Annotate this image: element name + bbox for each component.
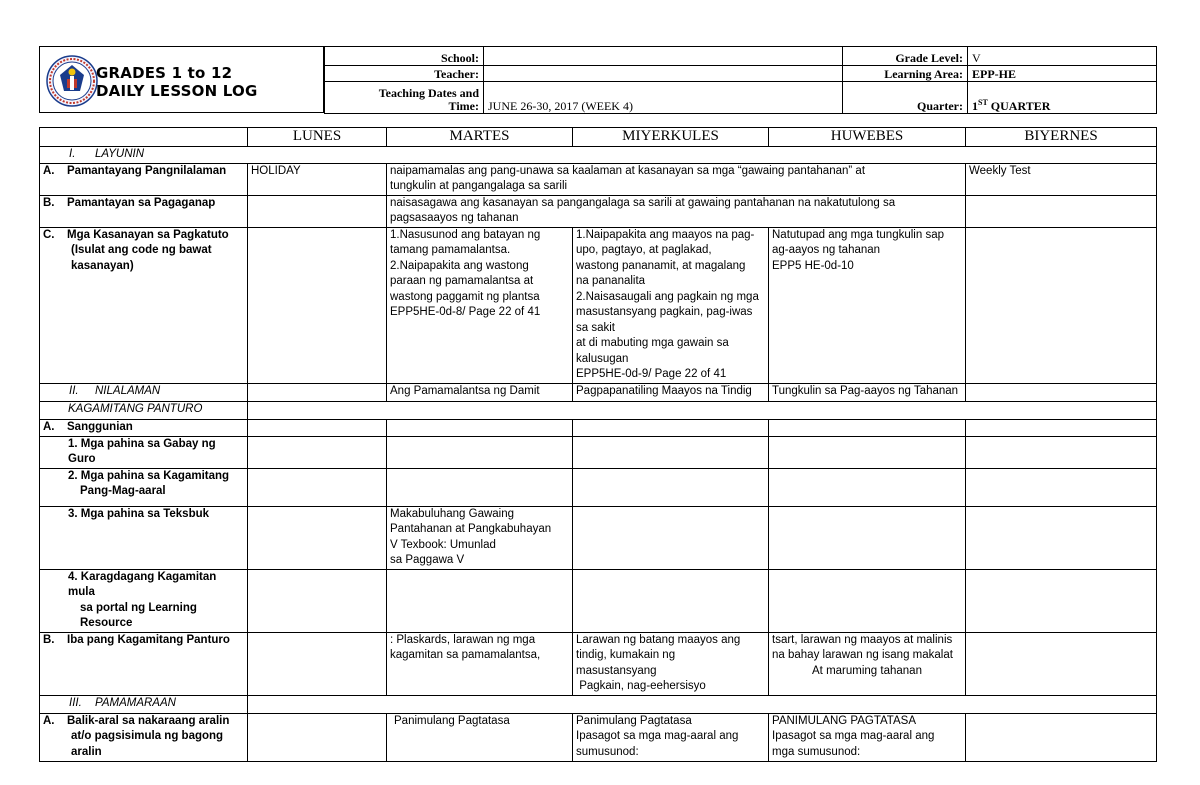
cell-martes-kasanayan[interactable]: 1.Nasusunod ang batayan ng tamang pamamalantsa. 2.Naipapakita ang wastong paraan ng pamamalantsa at wastong paggamit ng plantsa EPP5HE-0d-8/ Page 22 of 41	[387, 227, 573, 383]
teacher-label: Teacher:	[325, 66, 484, 82]
cell-merged-pamantayan-sa-pagaganap[interactable]: naisasagawa ang kasanayan sa pangangalaga sa sarili at gawaing pantahanan na nakatutulong sa pagsasaayos ng tahanan	[387, 195, 966, 227]
day-header-row	[40, 128, 1157, 147]
cell-lunes[interactable]	[248, 569, 387, 632]
header-title-box	[39, 46, 324, 113]
cell-huwebes-iba-pa[interactable]: tsart, larawan ng maayos at malinis na bahay larawan ng isang makalat At maruming tahanan	[769, 632, 966, 695]
row-label-kagamitang-pang-mag-aaral: 2. Mga pahina sa Kagamitang Pang-Mag-aaral	[40, 468, 248, 506]
table-row	[40, 695, 1157, 713]
cell-miyerkules-iba-pa[interactable]: Larawan ng batang maayos ang tindig, kumakain ng masustansyang Pagkain, nag-eehersisyo	[573, 632, 769, 695]
cell-merged-kagamitang-panturo[interactable]	[248, 401, 1157, 419]
table-row	[40, 195, 1157, 227]
section-nilalaman: II. NILALAMAN	[40, 383, 248, 401]
cell-miyerkules[interactable]	[573, 468, 769, 506]
cell-miyerkules[interactable]	[573, 569, 769, 632]
table-row	[40, 383, 1157, 401]
cell-martes-balik-aral[interactable]: Panimulang Pagtatasa	[387, 713, 573, 761]
cell-lunes[interactable]	[248, 713, 387, 761]
deped-seal-icon	[46, 55, 98, 107]
section-pamamaraan: III. PAMAMARAAN	[40, 695, 248, 713]
row-label-balik-aral: A. Balik-aral sa nakaraang aralin at/o pagsisimula ng bagong aralin	[40, 713, 248, 761]
cell-miyerkules[interactable]	[573, 436, 769, 468]
cell-lunes[interactable]	[248, 506, 387, 569]
title-line-2: DAILY LESSON LOG	[96, 82, 258, 100]
lesson-log-table	[39, 127, 1157, 762]
school-label: School:	[325, 47, 484, 66]
section-kagamitang-panturo: KAGAMITANG PANTURO	[40, 401, 248, 419]
cell-lunes[interactable]	[248, 468, 387, 506]
table-row	[40, 419, 1157, 436]
cell-martes[interactable]	[387, 569, 573, 632]
row-label-pamantayan-sa-pagaganap: B. Pamantayan sa Pagaganap	[40, 195, 248, 227]
cell-biyernes[interactable]	[966, 383, 1157, 401]
cell-biyernes[interactable]	[966, 632, 1157, 695]
cell-huwebes[interactable]	[769, 506, 966, 569]
cell-miyerkules-nilalaman[interactable]: Pagpapanatiling Maayos na Tindig	[573, 383, 769, 401]
day-header-huwebes: HUWEBES	[769, 128, 966, 147]
cell-merged-pamamaraan[interactable]	[248, 695, 1157, 713]
cell-martes-iba-pa[interactable]: : Plaskards, larawan ng mga kagamitan sa pamamalantsa,	[387, 632, 573, 695]
cell-martes[interactable]	[387, 468, 573, 506]
cell-lunes[interactable]	[248, 195, 387, 227]
row-label-iba-pang-kagamitan: B. Iba pang Kagamitang Panturo	[40, 632, 248, 695]
section-row-layunin	[40, 147, 1157, 164]
cell-biyernes[interactable]	[966, 436, 1157, 468]
cell-biyernes[interactable]	[966, 227, 1157, 383]
cell-lunes[interactable]	[248, 383, 387, 401]
cell-huwebes[interactable]	[769, 419, 966, 436]
cell-huwebes[interactable]	[769, 468, 966, 506]
cell-lunes-holiday[interactable]: HOLIDAY	[248, 163, 387, 195]
cell-lunes[interactable]	[248, 632, 387, 695]
day-header-martes: MARTES	[387, 128, 573, 147]
row-label-teksbuk: 3. Mga pahina sa Teksbuk	[40, 506, 248, 569]
cell-lunes[interactable]	[248, 436, 387, 468]
teaching-dates-label: Teaching Dates and Time:	[325, 82, 484, 114]
table-row	[40, 468, 1157, 506]
teaching-dates-field[interactable]: JUNE 26-30, 2017 (WEEK 4)	[484, 82, 843, 114]
table-row	[40, 506, 1157, 569]
corner-cell	[40, 128, 248, 147]
learning-area-label: Learning Area:	[843, 66, 968, 82]
day-header-biyernes: BIYERNES	[966, 128, 1157, 147]
cell-miyerkules[interactable]	[573, 506, 769, 569]
cell-biyernes[interactable]	[966, 713, 1157, 761]
cell-miyerkules-kasanayan[interactable]: 1.Naipapakita ang maayos na pag- upo, pagtayo, at paglakad, wastong pananamit, at magalang na pananalita 2.Naisasaugali ang pagkain ng mga masustansyang pagkain, pag-iwas sa sakit at di mabuting mga gawain sa kalusugan EPP5HE-0d-9/ Page 22 of 41	[573, 227, 769, 383]
row-label-sanggunian: A. Sanggunian	[40, 419, 248, 436]
section-layunin: I. LAYUNIN	[40, 147, 1157, 164]
cell-lunes[interactable]	[248, 227, 387, 383]
row-label-karagdagang-kagamitan: 4. Karagdagang Kagamitan mula sa portal ng Learning Resource	[40, 569, 248, 632]
cell-merged-pamantayang-pangnilalaman[interactable]: naipamamalas ang pang-unawa sa kaalaman at kasanayan sa mga “gawaing pantahanan” at tungkulin at pangangalaga sa sarili	[387, 163, 966, 195]
table-row	[40, 713, 1157, 761]
cell-martes-teksbuk[interactable]: Makabuluhang Gawaing Pantahanan at Pangkabuhayan V Texbook: Umunlad sa Paggawa V	[387, 506, 573, 569]
day-header-miyerkules: MIYERKULES	[573, 128, 769, 147]
cell-huwebes[interactable]	[769, 436, 966, 468]
day-header-lunes: LUNES	[248, 128, 387, 147]
cell-biyernes[interactable]	[966, 468, 1157, 506]
cell-biyernes-weekly-test[interactable]: Weekly Test	[966, 163, 1157, 195]
table-row	[40, 163, 1157, 195]
cell-biyernes[interactable]	[966, 569, 1157, 632]
learning-area-field[interactable]: EPP-HE	[968, 66, 1157, 82]
row-label-pamantayang-pangnilalaman: A. Pamantayang Pangnilalaman	[40, 163, 248, 195]
row-label-gabay-ng-guro: 1. Mga pahina sa Gabay ng Guro	[40, 436, 248, 468]
table-row	[40, 401, 1157, 419]
table-row	[40, 436, 1157, 468]
cell-miyerkules-balik-aral[interactable]: Panimulang Pagtatasa Ipasagot sa mga mag-aaral ang sumusunod:	[573, 713, 769, 761]
header-info-table	[324, 46, 1157, 114]
cell-biyernes[interactable]	[966, 195, 1157, 227]
school-field[interactable]	[484, 47, 843, 66]
cell-huwebes-balik-aral[interactable]: PANIMULANG PAGTATASA Ipasagot sa mga mag-aaral ang mga sumusunod:	[769, 713, 966, 761]
cell-biyernes[interactable]	[966, 506, 1157, 569]
table-row	[40, 227, 1157, 383]
grade-level-label: Grade Level:	[843, 47, 968, 66]
row-label-mga-kasanayan: C. Mga Kasanayan sa Pagkatuto (Isulat ang code ng bawat kasanayan)	[40, 227, 248, 383]
quarter-label: Quarter:	[843, 82, 968, 114]
cell-biyernes[interactable]	[966, 419, 1157, 436]
table-row	[40, 569, 1157, 632]
cell-miyerkules[interactable]	[573, 419, 769, 436]
cell-martes[interactable]	[387, 436, 573, 468]
quarter-field[interactable]: 1ST QUARTER	[968, 82, 1157, 114]
cell-martes[interactable]	[387, 419, 573, 436]
teacher-field[interactable]	[484, 66, 843, 82]
grade-level-field[interactable]: V	[968, 47, 1157, 66]
cell-huwebes-nilalaman[interactable]: Tungkulin sa Pag-aayos ng Tahanan	[769, 383, 966, 401]
cell-martes-nilalaman[interactable]: Ang Pamamalantsa ng Damit	[387, 383, 573, 401]
cell-lunes[interactable]	[248, 419, 387, 436]
table-row	[40, 632, 1157, 695]
cell-huwebes-kasanayan[interactable]: Natutupad ang mga tungkulin sap ag-aayos ng tahanan EPP5 HE-0d-10	[769, 227, 966, 383]
title-line-1: GRADES 1 to 12	[96, 64, 233, 82]
cell-huwebes[interactable]	[769, 569, 966, 632]
